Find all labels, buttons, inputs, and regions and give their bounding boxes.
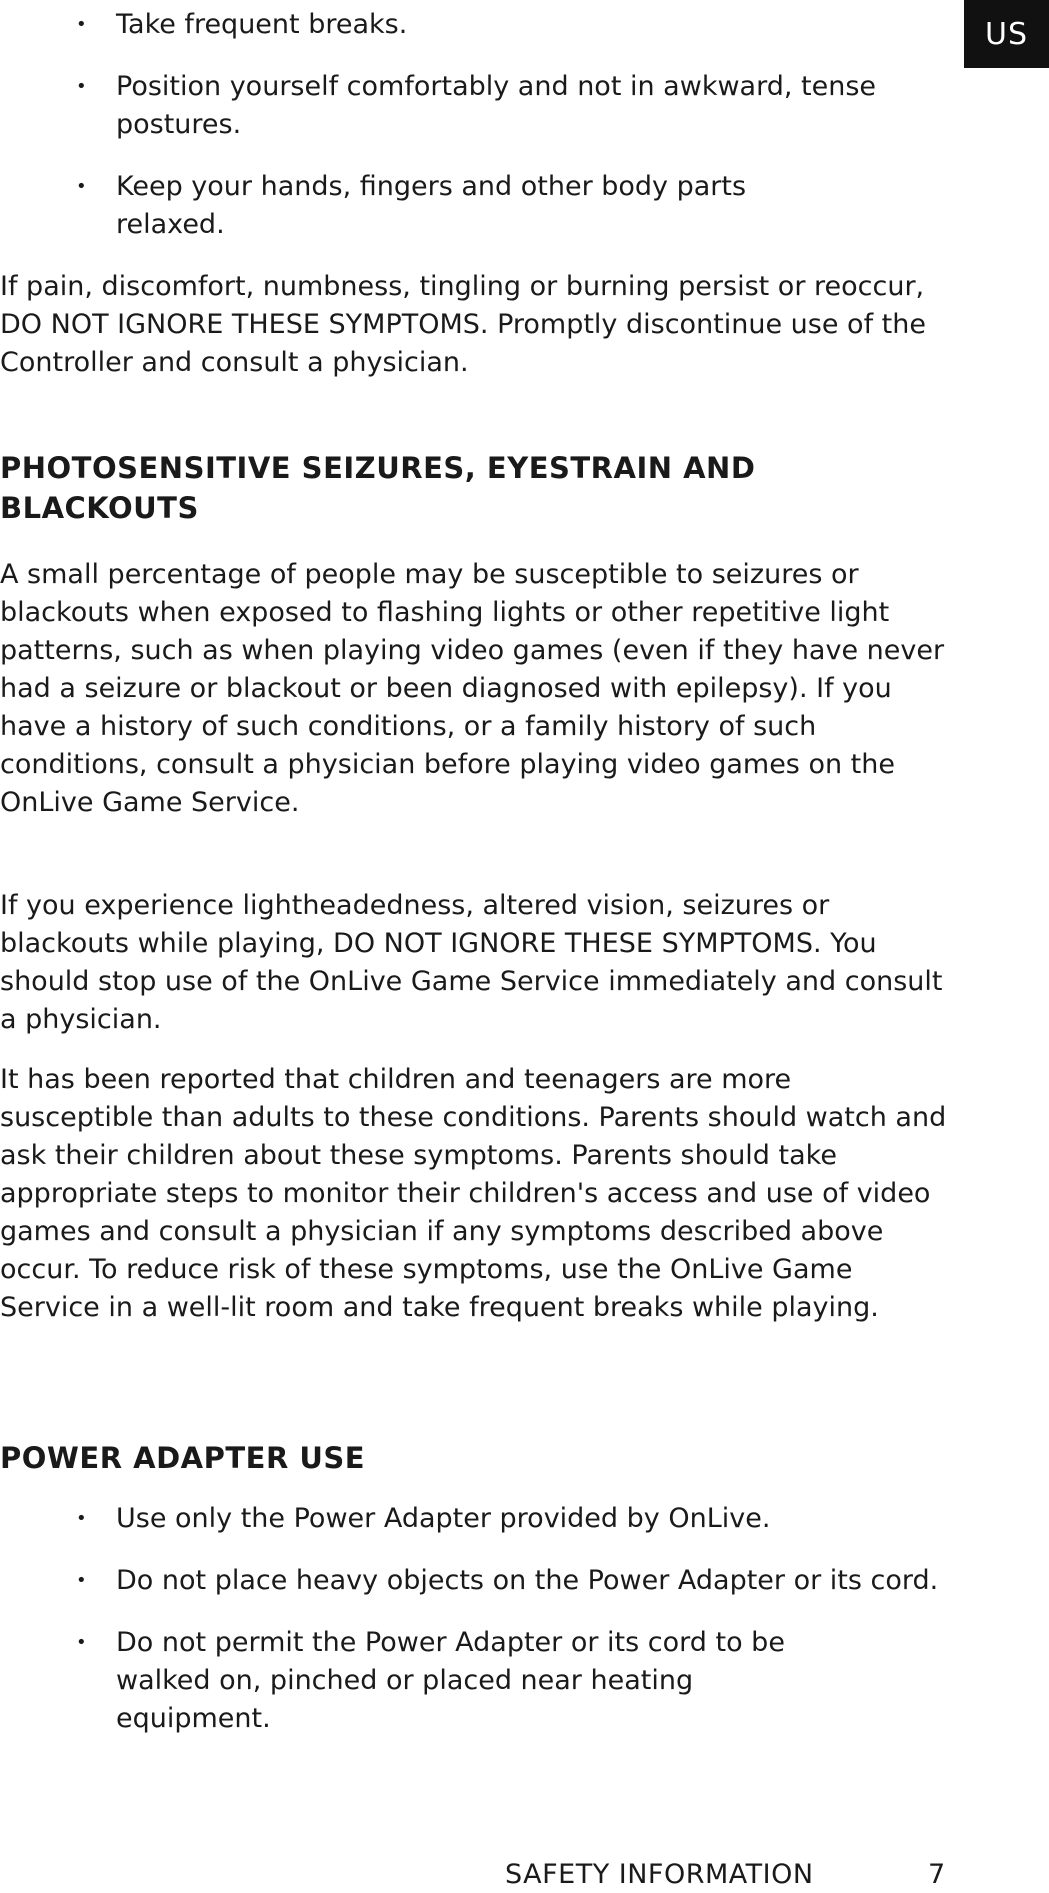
bullet-icon: • xyxy=(76,14,87,35)
list-item xyxy=(0,1500,936,1538)
language-tab: US xyxy=(964,0,1049,68)
bullet-icon: • xyxy=(76,1508,87,1529)
bullet-icon: • xyxy=(76,176,87,197)
list-item-text: Do not permit the Power Adapter or its cord to be walked on, pinched or placed near heating equipment. xyxy=(116,1627,785,1734)
list-item-text: Take frequent breaks. xyxy=(116,9,408,40)
list-item-text: Keep your hands, fingers and other body parts relaxed. xyxy=(116,171,747,240)
list-item xyxy=(0,68,876,144)
list-item-text: Position yourself comfortably and not in awkward, tense postures. xyxy=(116,71,876,140)
list-item-text: Use only the Power Adapter provided by OnLive. xyxy=(116,1503,771,1534)
page-number: 7 xyxy=(928,1859,946,1890)
list-item xyxy=(0,1624,836,1738)
footer-section-label: SAFETY INFORMATION xyxy=(505,1859,814,1890)
list-item xyxy=(0,168,786,244)
list-item-text: Do not place heavy objects on the Power Adapter or its cord. xyxy=(116,1565,939,1596)
ergonomic-warning: If pain, discomfort, numbness, tingling or burning persist or reoccur, DO NOT IGNORE THESE SYMPTOMS. Promptly discontinue use of the Controller and consult a physician. xyxy=(0,271,926,378)
photosensitive-paragraph-1: A small percentage of people may be susceptible to seizures or blackouts when exposed to flashing lights or other repetitive light patterns, such as when playing video games (even if they have never had a seizure or blackout or been diagnosed with epilepsy). If you have a history of such conditions, or a family history of such conditions, consult a physician before playing video games on the OnLive Game Service. xyxy=(0,559,945,818)
page-footer xyxy=(0,1860,1049,1890)
ergonomic-tips-list xyxy=(0,6,960,268)
bullet-icon: • xyxy=(76,1570,87,1591)
list-item xyxy=(0,1562,946,1600)
power-adapter-list xyxy=(0,1500,960,1762)
photosensitive-heading: PHOTOSENSITIVE SEIZURES, EYESTRAIN AND BLACKOUTS xyxy=(0,451,756,525)
bullet-icon: • xyxy=(76,76,87,97)
bullet-icon: • xyxy=(76,1632,87,1653)
photosensitive-paragraph-2: If you experience lightheadedness, altered vision, seizures or blackouts while playing, DO NOT IGNORE THESE SYMPTOMS. You should stop use of the OnLive Game Service immediately and consult a physician. xyxy=(0,890,943,1035)
power-adapter-heading: POWER ADAPTER USE xyxy=(0,1441,366,1475)
photosensitive-paragraph-3: It has been reported that children and teenagers are more susceptible than adults to these conditions. Parents should watch and ask their children about these symptoms. Parents should take appropriate steps to monitor their children's access and use of video games and consult a physician if any symptoms described above occur. To reduce risk of these symptoms, use the OnLive Game Service in a well-lit room and take frequent breaks while playing. xyxy=(0,1064,947,1323)
list-item xyxy=(0,6,936,44)
